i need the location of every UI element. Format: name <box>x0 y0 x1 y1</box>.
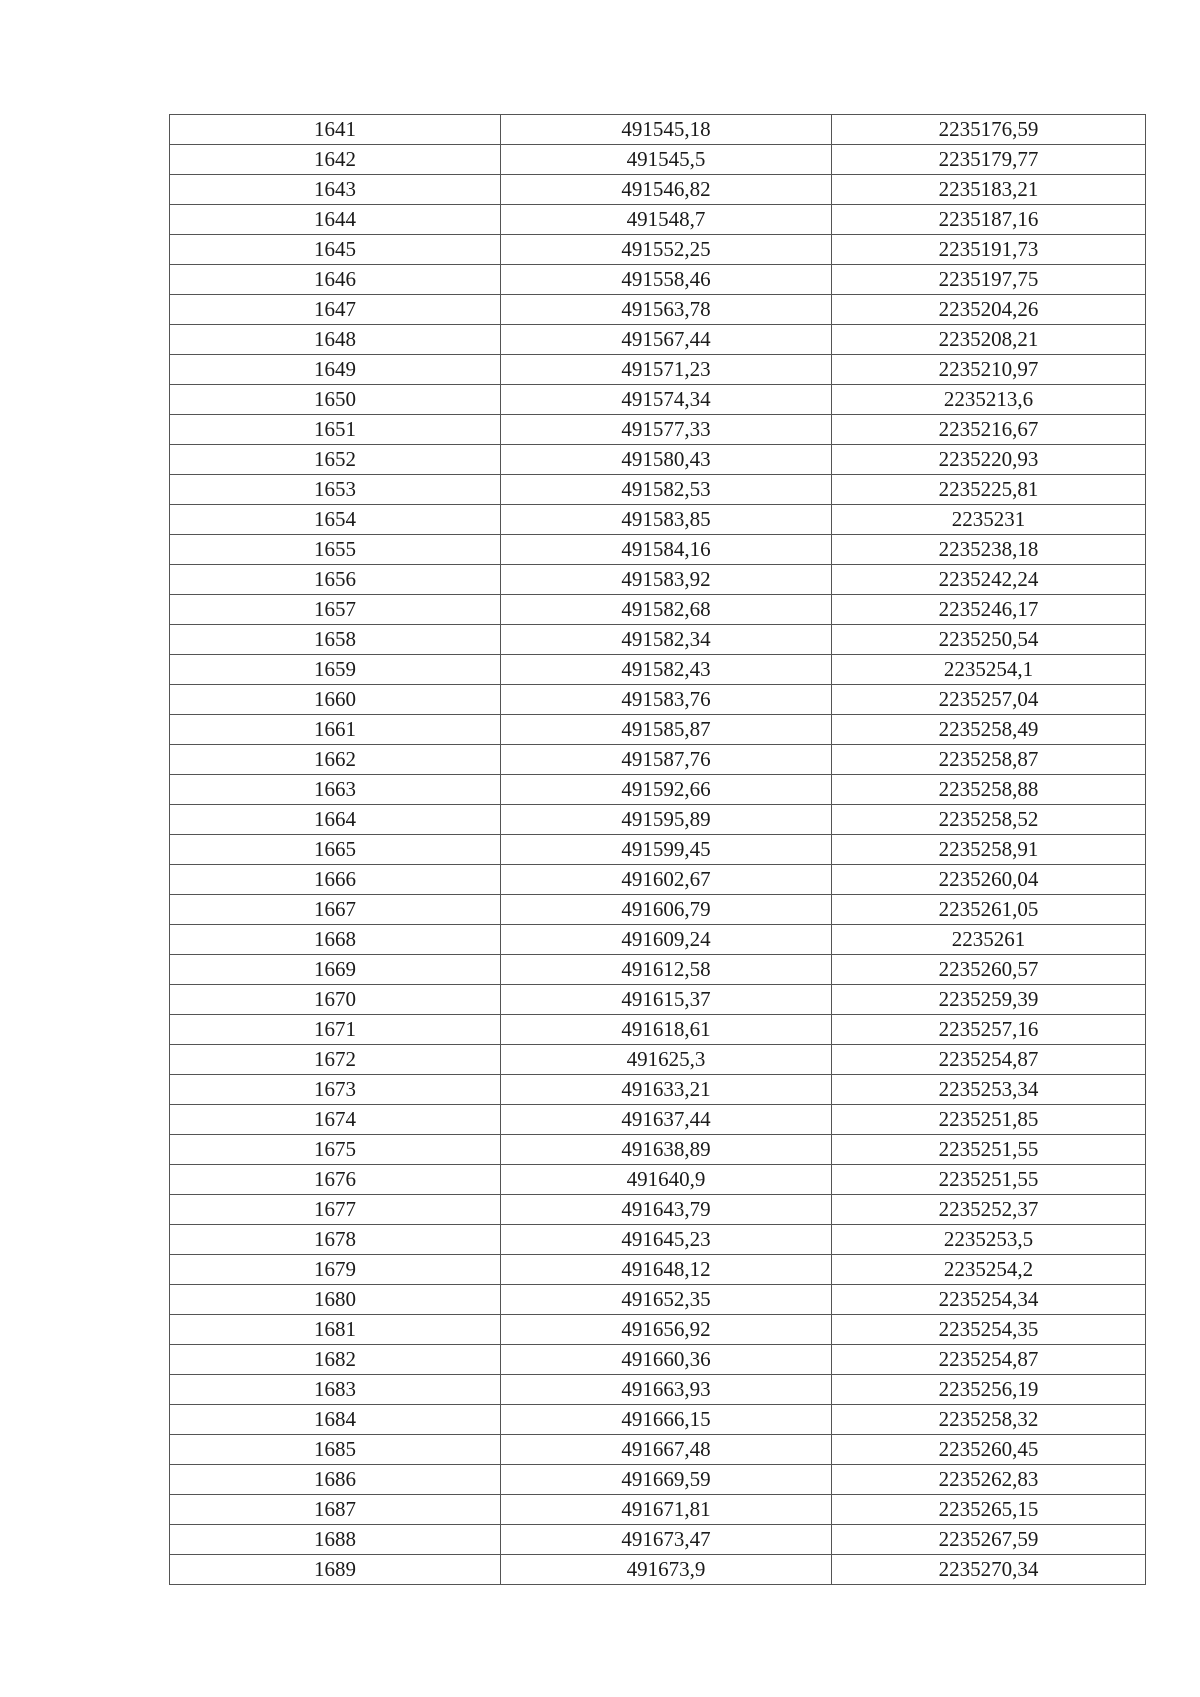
y-coordinate-cell: 2235257,04 <box>832 685 1146 715</box>
y-coordinate-cell: 2235253,34 <box>832 1075 1146 1105</box>
y-coordinate-cell: 2235258,91 <box>832 835 1146 865</box>
point-number-cell: 1687 <box>170 1495 501 1525</box>
table-row <box>170 985 1146 1015</box>
x-coordinate-cell: 491612,58 <box>501 955 832 985</box>
y-coordinate-cell: 2235176,59 <box>832 115 1146 145</box>
x-coordinate-cell: 491625,3 <box>501 1045 832 1075</box>
y-coordinate-cell: 2235254,87 <box>832 1345 1146 1375</box>
x-coordinate-cell: 491667,48 <box>501 1435 832 1465</box>
table-row <box>170 655 1146 685</box>
point-number-cell: 1672 <box>170 1045 501 1075</box>
y-coordinate-cell: 2235257,16 <box>832 1015 1146 1045</box>
table-row <box>170 235 1146 265</box>
x-coordinate-cell: 491580,43 <box>501 445 832 475</box>
table-row <box>170 295 1146 325</box>
x-coordinate-cell: 491582,43 <box>501 655 832 685</box>
x-coordinate-cell: 491587,76 <box>501 745 832 775</box>
point-number-cell: 1689 <box>170 1555 501 1585</box>
y-coordinate-cell: 2235258,49 <box>832 715 1146 745</box>
table-row <box>170 745 1146 775</box>
y-coordinate-cell: 2235251,55 <box>832 1165 1146 1195</box>
point-number-cell: 1656 <box>170 565 501 595</box>
x-coordinate-cell: 491545,18 <box>501 115 832 145</box>
table-row <box>170 475 1146 505</box>
table-row <box>170 1225 1146 1255</box>
y-coordinate-cell: 2235254,34 <box>832 1285 1146 1315</box>
y-coordinate-cell: 2235250,54 <box>832 625 1146 655</box>
table-row <box>170 535 1146 565</box>
point-number-cell: 1645 <box>170 235 501 265</box>
x-coordinate-cell: 491584,16 <box>501 535 832 565</box>
x-coordinate-cell: 491582,34 <box>501 625 832 655</box>
point-number-cell: 1679 <box>170 1255 501 1285</box>
y-coordinate-cell: 2235260,04 <box>832 865 1146 895</box>
x-coordinate-cell: 491673,47 <box>501 1525 832 1555</box>
coordinates-table-body <box>170 115 1146 1585</box>
y-coordinate-cell: 2235261 <box>832 925 1146 955</box>
x-coordinate-cell: 491583,76 <box>501 685 832 715</box>
point-number-cell: 1659 <box>170 655 501 685</box>
x-coordinate-cell: 491615,37 <box>501 985 832 1015</box>
y-coordinate-cell: 2235183,21 <box>832 175 1146 205</box>
point-number-cell: 1674 <box>170 1105 501 1135</box>
point-number-cell: 1667 <box>170 895 501 925</box>
table-row <box>170 505 1146 535</box>
table-row <box>170 1105 1146 1135</box>
y-coordinate-cell: 2235258,32 <box>832 1405 1146 1435</box>
x-coordinate-cell: 491567,44 <box>501 325 832 355</box>
x-coordinate-cell: 491577,33 <box>501 415 832 445</box>
table-row <box>170 1345 1146 1375</box>
table-row <box>170 145 1146 175</box>
y-coordinate-cell: 2235197,75 <box>832 265 1146 295</box>
x-coordinate-cell: 491673,9 <box>501 1555 832 1585</box>
y-coordinate-cell: 2235220,93 <box>832 445 1146 475</box>
x-coordinate-cell: 491602,67 <box>501 865 832 895</box>
x-coordinate-cell: 491592,66 <box>501 775 832 805</box>
table-row <box>170 1315 1146 1345</box>
table-row <box>170 1045 1146 1075</box>
point-number-cell: 1648 <box>170 325 501 355</box>
point-number-cell: 1642 <box>170 145 501 175</box>
y-coordinate-cell: 2235252,37 <box>832 1195 1146 1225</box>
point-number-cell: 1682 <box>170 1345 501 1375</box>
y-coordinate-cell: 2235254,2 <box>832 1255 1146 1285</box>
y-coordinate-cell: 2235262,83 <box>832 1465 1146 1495</box>
table-row <box>170 715 1146 745</box>
y-coordinate-cell: 2235179,77 <box>832 145 1146 175</box>
table-row <box>170 1285 1146 1315</box>
coordinates-table <box>169 114 1146 1585</box>
x-coordinate-cell: 491671,81 <box>501 1495 832 1525</box>
point-number-cell: 1644 <box>170 205 501 235</box>
y-coordinate-cell: 2235259,39 <box>832 985 1146 1015</box>
x-coordinate-cell: 491640,9 <box>501 1165 832 1195</box>
x-coordinate-cell: 491606,79 <box>501 895 832 925</box>
table-row <box>170 1555 1146 1585</box>
point-number-cell: 1688 <box>170 1525 501 1555</box>
point-number-cell: 1681 <box>170 1315 501 1345</box>
point-number-cell: 1685 <box>170 1435 501 1465</box>
point-number-cell: 1649 <box>170 355 501 385</box>
y-coordinate-cell: 2235270,34 <box>832 1555 1146 1585</box>
y-coordinate-cell: 2235210,97 <box>832 355 1146 385</box>
table-row <box>170 445 1146 475</box>
y-coordinate-cell: 2235254,87 <box>832 1045 1146 1075</box>
y-coordinate-cell: 2235254,1 <box>832 655 1146 685</box>
y-coordinate-cell: 2235258,88 <box>832 775 1146 805</box>
table-row <box>170 565 1146 595</box>
table-row <box>170 1465 1146 1495</box>
y-coordinate-cell: 2235187,16 <box>832 205 1146 235</box>
x-coordinate-cell: 491669,59 <box>501 1465 832 1495</box>
table-row <box>170 865 1146 895</box>
point-number-cell: 1683 <box>170 1375 501 1405</box>
point-number-cell: 1653 <box>170 475 501 505</box>
x-coordinate-cell: 491637,44 <box>501 1105 832 1135</box>
table-row <box>170 1165 1146 1195</box>
table-row <box>170 1195 1146 1225</box>
y-coordinate-cell: 2235225,81 <box>832 475 1146 505</box>
table-row <box>170 775 1146 805</box>
table-row <box>170 1015 1146 1045</box>
x-coordinate-cell: 491660,36 <box>501 1345 832 1375</box>
x-coordinate-cell: 491609,24 <box>501 925 832 955</box>
x-coordinate-cell: 491558,46 <box>501 265 832 295</box>
point-number-cell: 1650 <box>170 385 501 415</box>
table-row <box>170 685 1146 715</box>
point-number-cell: 1655 <box>170 535 501 565</box>
y-coordinate-cell: 2235258,87 <box>832 745 1146 775</box>
x-coordinate-cell: 491552,25 <box>501 235 832 265</box>
point-number-cell: 1678 <box>170 1225 501 1255</box>
table-row <box>170 805 1146 835</box>
y-coordinate-cell: 2235267,59 <box>832 1525 1146 1555</box>
table-row <box>170 1525 1146 1555</box>
x-coordinate-cell: 491582,68 <box>501 595 832 625</box>
point-number-cell: 1668 <box>170 925 501 955</box>
point-number-cell: 1662 <box>170 745 501 775</box>
table-row <box>170 1495 1146 1525</box>
point-number-cell: 1661 <box>170 715 501 745</box>
point-number-cell: 1686 <box>170 1465 501 1495</box>
y-coordinate-cell: 2235261,05 <box>832 895 1146 925</box>
point-number-cell: 1654 <box>170 505 501 535</box>
table-row <box>170 205 1146 235</box>
table-row <box>170 265 1146 295</box>
x-coordinate-cell: 491618,61 <box>501 1015 832 1045</box>
point-number-cell: 1675 <box>170 1135 501 1165</box>
y-coordinate-cell: 2235216,67 <box>832 415 1146 445</box>
x-coordinate-cell: 491583,92 <box>501 565 832 595</box>
table-row <box>170 1075 1146 1105</box>
table-row <box>170 325 1146 355</box>
point-number-cell: 1670 <box>170 985 501 1015</box>
point-number-cell: 1684 <box>170 1405 501 1435</box>
point-number-cell: 1680 <box>170 1285 501 1315</box>
point-number-cell: 1669 <box>170 955 501 985</box>
table-row <box>170 955 1146 985</box>
point-number-cell: 1658 <box>170 625 501 655</box>
table-row <box>170 595 1146 625</box>
point-number-cell: 1671 <box>170 1015 501 1045</box>
x-coordinate-cell: 491663,93 <box>501 1375 832 1405</box>
table-row <box>170 115 1146 145</box>
y-coordinate-cell: 2235231 <box>832 505 1146 535</box>
y-coordinate-cell: 2235265,15 <box>832 1495 1146 1525</box>
point-number-cell: 1676 <box>170 1165 501 1195</box>
x-coordinate-cell: 491574,34 <box>501 385 832 415</box>
table-row <box>170 895 1146 925</box>
x-coordinate-cell: 491645,23 <box>501 1225 832 1255</box>
table-row <box>170 1135 1146 1165</box>
x-coordinate-cell: 491546,82 <box>501 175 832 205</box>
table-row <box>170 1375 1146 1405</box>
table-row <box>170 625 1146 655</box>
x-coordinate-cell: 491595,89 <box>501 805 832 835</box>
y-coordinate-cell: 2235242,24 <box>832 565 1146 595</box>
x-coordinate-cell: 491563,78 <box>501 295 832 325</box>
x-coordinate-cell: 491545,5 <box>501 145 832 175</box>
x-coordinate-cell: 491583,85 <box>501 505 832 535</box>
point-number-cell: 1646 <box>170 265 501 295</box>
x-coordinate-cell: 491648,12 <box>501 1255 832 1285</box>
table-row <box>170 925 1146 955</box>
table-row <box>170 175 1146 205</box>
table-row <box>170 385 1146 415</box>
y-coordinate-cell: 2235204,26 <box>832 295 1146 325</box>
x-coordinate-cell: 491571,23 <box>501 355 832 385</box>
point-number-cell: 1643 <box>170 175 501 205</box>
point-number-cell: 1641 <box>170 115 501 145</box>
x-coordinate-cell: 491585,87 <box>501 715 832 745</box>
y-coordinate-cell: 2235251,85 <box>832 1105 1146 1135</box>
y-coordinate-cell: 2235238,18 <box>832 535 1146 565</box>
x-coordinate-cell: 491582,53 <box>501 475 832 505</box>
point-number-cell: 1660 <box>170 685 501 715</box>
y-coordinate-cell: 2235256,19 <box>832 1375 1146 1405</box>
y-coordinate-cell: 2235253,5 <box>832 1225 1146 1255</box>
y-coordinate-cell: 2235213,6 <box>832 385 1146 415</box>
table-row <box>170 1405 1146 1435</box>
table-row <box>170 1435 1146 1465</box>
point-number-cell: 1647 <box>170 295 501 325</box>
point-number-cell: 1665 <box>170 835 501 865</box>
x-coordinate-cell: 491638,89 <box>501 1135 832 1165</box>
y-coordinate-cell: 2235260,45 <box>832 1435 1146 1465</box>
x-coordinate-cell: 491643,79 <box>501 1195 832 1225</box>
x-coordinate-cell: 491656,92 <box>501 1315 832 1345</box>
table-row <box>170 415 1146 445</box>
table-row <box>170 1255 1146 1285</box>
point-number-cell: 1664 <box>170 805 501 835</box>
x-coordinate-cell: 491666,15 <box>501 1405 832 1435</box>
y-coordinate-cell: 2235260,57 <box>832 955 1146 985</box>
y-coordinate-cell: 2235246,17 <box>832 595 1146 625</box>
x-coordinate-cell: 491633,21 <box>501 1075 832 1105</box>
point-number-cell: 1673 <box>170 1075 501 1105</box>
y-coordinate-cell: 2235208,21 <box>832 325 1146 355</box>
x-coordinate-cell: 491548,7 <box>501 205 832 235</box>
point-number-cell: 1666 <box>170 865 501 895</box>
y-coordinate-cell: 2235251,55 <box>832 1135 1146 1165</box>
x-coordinate-cell: 491599,45 <box>501 835 832 865</box>
y-coordinate-cell: 2235254,35 <box>832 1315 1146 1345</box>
table-row <box>170 355 1146 385</box>
point-number-cell: 1652 <box>170 445 501 475</box>
y-coordinate-cell: 2235258,52 <box>832 805 1146 835</box>
y-coordinate-cell: 2235191,73 <box>832 235 1146 265</box>
x-coordinate-cell: 491652,35 <box>501 1285 832 1315</box>
point-number-cell: 1651 <box>170 415 501 445</box>
point-number-cell: 1677 <box>170 1195 501 1225</box>
point-number-cell: 1663 <box>170 775 501 805</box>
table-row <box>170 835 1146 865</box>
point-number-cell: 1657 <box>170 595 501 625</box>
